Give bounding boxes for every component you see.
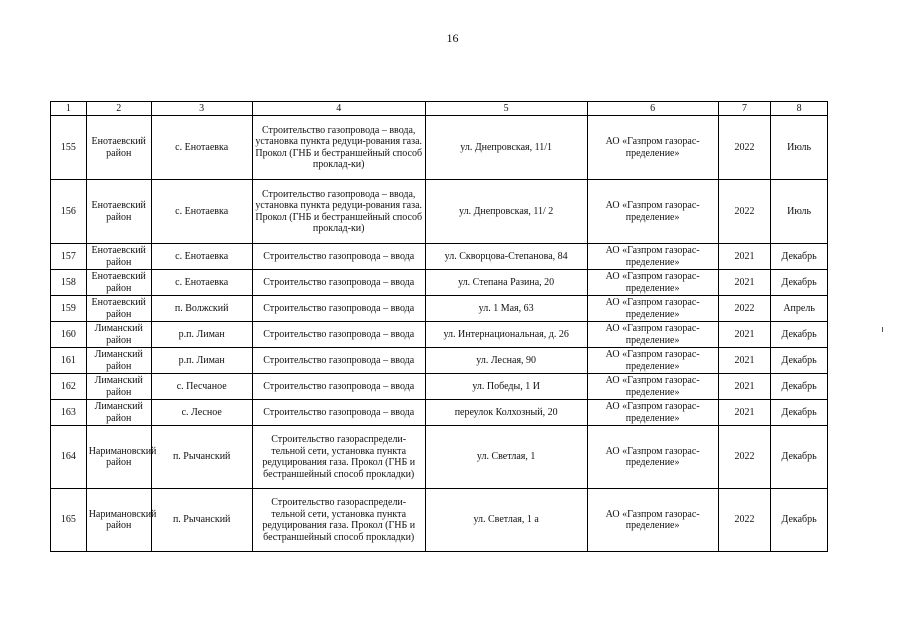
month-cell: Декабрь bbox=[771, 322, 828, 348]
year-cell: 2021 bbox=[718, 322, 770, 348]
year-cell: 2022 bbox=[718, 296, 770, 322]
organization-cell: АО «Газпром газорас-пределение» bbox=[587, 374, 718, 400]
row-number: 161 bbox=[51, 348, 87, 374]
month-cell: Апрель bbox=[771, 296, 828, 322]
month-cell: Декабрь bbox=[771, 374, 828, 400]
table-row bbox=[51, 426, 828, 489]
month-cell: Декабрь bbox=[771, 348, 828, 374]
address-cell: ул. Светлая, 1 bbox=[425, 426, 587, 489]
locality-cell: с. Енотаевка bbox=[151, 270, 252, 296]
address-cell: ул. Степана Разина, 20 bbox=[425, 270, 587, 296]
locality-cell: с. Енотаевка bbox=[151, 244, 252, 270]
gasification-table bbox=[50, 101, 828, 552]
work-description-cell: Строительство газопровода – ввода bbox=[252, 374, 425, 400]
district-cell: Наримановский район bbox=[86, 426, 151, 489]
column-number-3: 3 bbox=[151, 102, 252, 116]
year-cell: 2021 bbox=[718, 244, 770, 270]
table-row bbox=[51, 244, 828, 270]
district-cell: Енотаевский район bbox=[86, 244, 151, 270]
work-description-cell: Строительство газопровода – ввода, установка пункта редуци-рования газа. Прокол (ГНБ и бестраншейный способ проклад-ки) bbox=[252, 116, 425, 180]
work-description-cell: Строительство газопровода – ввода bbox=[252, 348, 425, 374]
table-row bbox=[51, 348, 828, 374]
district-cell: Лиманский район bbox=[86, 400, 151, 426]
work-description-cell: Строительство газопровода – ввода bbox=[252, 322, 425, 348]
district-cell: Лиманский район bbox=[86, 322, 151, 348]
organization-cell: АО «Газпром газорас-пределение» bbox=[587, 116, 718, 180]
address-cell: ул. 1 Мая, 63 bbox=[425, 296, 587, 322]
table-row bbox=[51, 374, 828, 400]
row-number: 162 bbox=[51, 374, 87, 400]
locality-cell: с. Песчаное bbox=[151, 374, 252, 400]
scan-margin-mark bbox=[882, 327, 883, 332]
row-number: 160 bbox=[51, 322, 87, 348]
table-row bbox=[51, 270, 828, 296]
month-cell: Декабрь bbox=[771, 270, 828, 296]
year-cell: 2021 bbox=[718, 270, 770, 296]
organization-cell: АО «Газпром газорас-пределение» bbox=[587, 489, 718, 552]
row-number: 165 bbox=[51, 489, 87, 552]
address-cell: ул. Скворцова-Степанова, 84 bbox=[425, 244, 587, 270]
page-number: 16 bbox=[446, 31, 459, 45]
table-row bbox=[51, 180, 828, 244]
month-cell: Июль bbox=[771, 180, 828, 244]
locality-cell: р.п. Лиман bbox=[151, 348, 252, 374]
locality-cell: с. Енотаевка bbox=[151, 116, 252, 180]
column-number-2: 2 bbox=[86, 102, 151, 116]
column-number-5: 5 bbox=[425, 102, 587, 116]
locality-cell: с. Енотаевка bbox=[151, 180, 252, 244]
table-row bbox=[51, 489, 828, 552]
column-number-1: 1 bbox=[51, 102, 87, 116]
table-row bbox=[51, 116, 828, 180]
organization-cell: АО «Газпром газорас-пределение» bbox=[587, 400, 718, 426]
year-cell: 2022 bbox=[718, 426, 770, 489]
district-cell: Енотаевский район bbox=[86, 180, 151, 244]
address-cell: ул. Днепровская, 11/1 bbox=[425, 116, 587, 180]
year-cell: 2021 bbox=[718, 374, 770, 400]
year-cell: 2022 bbox=[718, 180, 770, 244]
organization-cell: АО «Газпром газорас-пределение» bbox=[587, 426, 718, 489]
row-number: 163 bbox=[51, 400, 87, 426]
row-number: 159 bbox=[51, 296, 87, 322]
row-number: 155 bbox=[51, 116, 87, 180]
locality-cell: п. Рычанский bbox=[151, 426, 252, 489]
address-cell: ул. Днепровская, 11/ 2 bbox=[425, 180, 587, 244]
district-cell: Лиманский район bbox=[86, 348, 151, 374]
table-row bbox=[51, 400, 828, 426]
locality-cell: п. Рычанский bbox=[151, 489, 252, 552]
locality-cell: с. Лесное bbox=[151, 400, 252, 426]
address-cell: ул. Светлая, 1 а bbox=[425, 489, 587, 552]
address-cell: ул. Интернациональная, д. 26 bbox=[425, 322, 587, 348]
organization-cell: АО «Газпром газорас-пределение» bbox=[587, 348, 718, 374]
address-cell: ул. Победы, 1 И bbox=[425, 374, 587, 400]
year-cell: 2021 bbox=[718, 348, 770, 374]
row-number: 164 bbox=[51, 426, 87, 489]
column-number-6: 6 bbox=[587, 102, 718, 116]
column-number-7: 7 bbox=[718, 102, 770, 116]
district-cell: Наримановский район bbox=[86, 489, 151, 552]
organization-cell: АО «Газпром газорас-пределение» bbox=[587, 270, 718, 296]
work-description-cell: Строительство газопровода – ввода bbox=[252, 270, 425, 296]
district-cell: Енотаевский район bbox=[86, 296, 151, 322]
column-number-8: 8 bbox=[771, 102, 828, 116]
locality-cell: п. Волжский bbox=[151, 296, 252, 322]
table-row bbox=[51, 322, 828, 348]
year-cell: 2022 bbox=[718, 489, 770, 552]
row-number: 157 bbox=[51, 244, 87, 270]
organization-cell: АО «Газпром газорас-пределение» bbox=[587, 180, 718, 244]
table-header-row bbox=[51, 102, 828, 116]
month-cell: Декабрь bbox=[771, 426, 828, 489]
organization-cell: АО «Газпром газорас-пределение» bbox=[587, 296, 718, 322]
row-number: 158 bbox=[51, 270, 87, 296]
work-description-cell: Строительство газораспредели-тельной сети, установка пункта редуцирования газа. Прокол (ГНБ и бестраншейный способ прокладки) bbox=[252, 489, 425, 552]
table-row bbox=[51, 296, 828, 322]
district-cell: Лиманский район bbox=[86, 374, 151, 400]
address-cell: ул. Лесная, 90 bbox=[425, 348, 587, 374]
month-cell: Декабрь bbox=[771, 489, 828, 552]
month-cell: Июль bbox=[771, 116, 828, 180]
work-description-cell: Строительство газопровода – ввода bbox=[252, 400, 425, 426]
work-description-cell: Строительство газораспредели-тельной сети, установка пункта редуцирования газа. Прокол (ГНБ и бестраншейный способ прокладки) bbox=[252, 426, 425, 489]
year-cell: 2022 bbox=[718, 116, 770, 180]
work-description-cell: Строительство газопровода – ввода bbox=[252, 244, 425, 270]
locality-cell: р.п. Лиман bbox=[151, 322, 252, 348]
month-cell: Декабрь bbox=[771, 400, 828, 426]
district-cell: Енотаевский район bbox=[86, 116, 151, 180]
organization-cell: АО «Газпром газорас-пределение» bbox=[587, 322, 718, 348]
district-cell: Енотаевский район bbox=[86, 270, 151, 296]
month-cell: Декабрь bbox=[771, 244, 828, 270]
column-number-4: 4 bbox=[252, 102, 425, 116]
year-cell: 2021 bbox=[718, 400, 770, 426]
organization-cell: АО «Газпром газорас-пределение» bbox=[587, 244, 718, 270]
row-number: 156 bbox=[51, 180, 87, 244]
work-description-cell: Строительство газопровода – ввода bbox=[252, 296, 425, 322]
address-cell: переулок Колхозный, 20 bbox=[425, 400, 587, 426]
work-description-cell: Строительство газопровода – ввода, установка пункта редуци-рования газа. Прокол (ГНБ и бестраншейный способ проклад-ки) bbox=[252, 180, 425, 244]
